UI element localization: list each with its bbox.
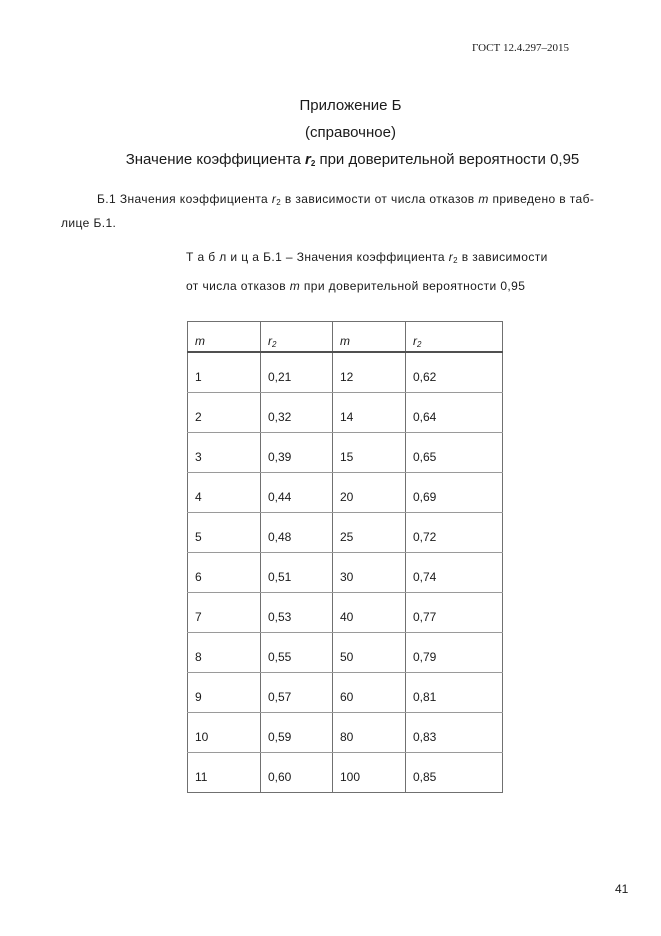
table-row <box>188 592 503 632</box>
cell-r2: 0,21 <box>261 352 333 393</box>
cell-r2: 0,79 <box>406 632 503 672</box>
cell-r2: 0,77 <box>406 592 503 632</box>
cell-r2: 0,74 <box>406 552 503 592</box>
table-caption-line-2: от числа отказов m при доверительной вероятности 0,95 <box>186 279 526 293</box>
cell-r2: 0,60 <box>261 752 333 792</box>
cell-m: 30 <box>333 552 406 592</box>
cell-m: 60 <box>333 672 406 712</box>
table-row <box>188 352 503 393</box>
appendix-title: Значение коэффициента $r_2$ при доверительной вероятности 0,95 <box>125 151 580 168</box>
cell-r2: 0,44 <box>261 472 333 512</box>
cell-m: 100 <box>333 752 406 792</box>
cell-m: 14 <box>333 392 406 432</box>
cell-m: 8 <box>188 632 261 672</box>
cell-r2: 0,81 <box>406 672 503 712</box>
cell-m: 11 <box>188 752 261 792</box>
cell-r2: 0,65 <box>406 432 503 472</box>
header-m-2: m <box>333 322 406 352</box>
table-row <box>188 752 503 792</box>
cell-r2: 0,51 <box>261 552 333 592</box>
cell-r2: 0,69 <box>406 472 503 512</box>
cell-r2: 0,72 <box>406 512 503 552</box>
table-row <box>188 672 503 712</box>
cell-m: 9 <box>188 672 261 712</box>
table-caption-line-1: Т а б л и ц а Б.1 – Значения коэффициента $r_2$ в зависимости <box>186 250 548 265</box>
cell-m: 5 <box>188 512 261 552</box>
cell-m: 6 <box>188 552 261 592</box>
table-row <box>188 712 503 752</box>
table-row <box>188 432 503 472</box>
paragraph-line-2: лице Б.1. <box>61 216 117 230</box>
cell-r2: 0,53 <box>261 592 333 632</box>
cell-r2: 0,62 <box>406 352 503 393</box>
cell-m: 2 <box>188 392 261 432</box>
cell-m: 7 <box>188 592 261 632</box>
cell-r2: 0,39 <box>261 432 333 472</box>
cell-m: 80 <box>333 712 406 752</box>
cell-m: 12 <box>333 352 406 393</box>
cell-m: 20 <box>333 472 406 512</box>
cell-r2: 0,57 <box>261 672 333 712</box>
table-row <box>188 472 503 512</box>
cell-r2: 0,48 <box>261 512 333 552</box>
cell-r2: 0,64 <box>406 392 503 432</box>
page-number: 41 <box>615 882 629 896</box>
document-code: ГОСТ 12.4.297–2015 <box>472 42 569 54</box>
header-r2-2: $r_2$ <box>406 322 503 352</box>
coefficient-table <box>187 321 503 793</box>
cell-m: 3 <box>188 432 261 472</box>
appendix-label: Приложение Б <box>299 97 402 114</box>
cell-m: 50 <box>333 632 406 672</box>
cell-r2: 0,83 <box>406 712 503 752</box>
cell-m: 4 <box>188 472 261 512</box>
cell-m: 15 <box>333 432 406 472</box>
table-row <box>188 552 503 592</box>
paragraph-line-1: Б.1 Значения коэффициента $r_2$ в зависимости от числа отказов m приведено в таб- <box>97 192 595 207</box>
table-header-row <box>188 322 503 352</box>
cell-m: 25 <box>333 512 406 552</box>
table-row <box>188 512 503 552</box>
cell-m: 10 <box>188 712 261 752</box>
appendix-status: (справочное) <box>305 124 396 141</box>
cell-r2: 0,55 <box>261 632 333 672</box>
table-row <box>188 392 503 432</box>
header-m-1: m <box>188 322 261 352</box>
table-row <box>188 632 503 672</box>
cell-m: 40 <box>333 592 406 632</box>
cell-m: 1 <box>188 352 261 393</box>
cell-r2: 0,32 <box>261 392 333 432</box>
cell-r2: 0,59 <box>261 712 333 752</box>
cell-r2: 0,85 <box>406 752 503 792</box>
header-r2-1: $r_2$ <box>261 322 333 352</box>
